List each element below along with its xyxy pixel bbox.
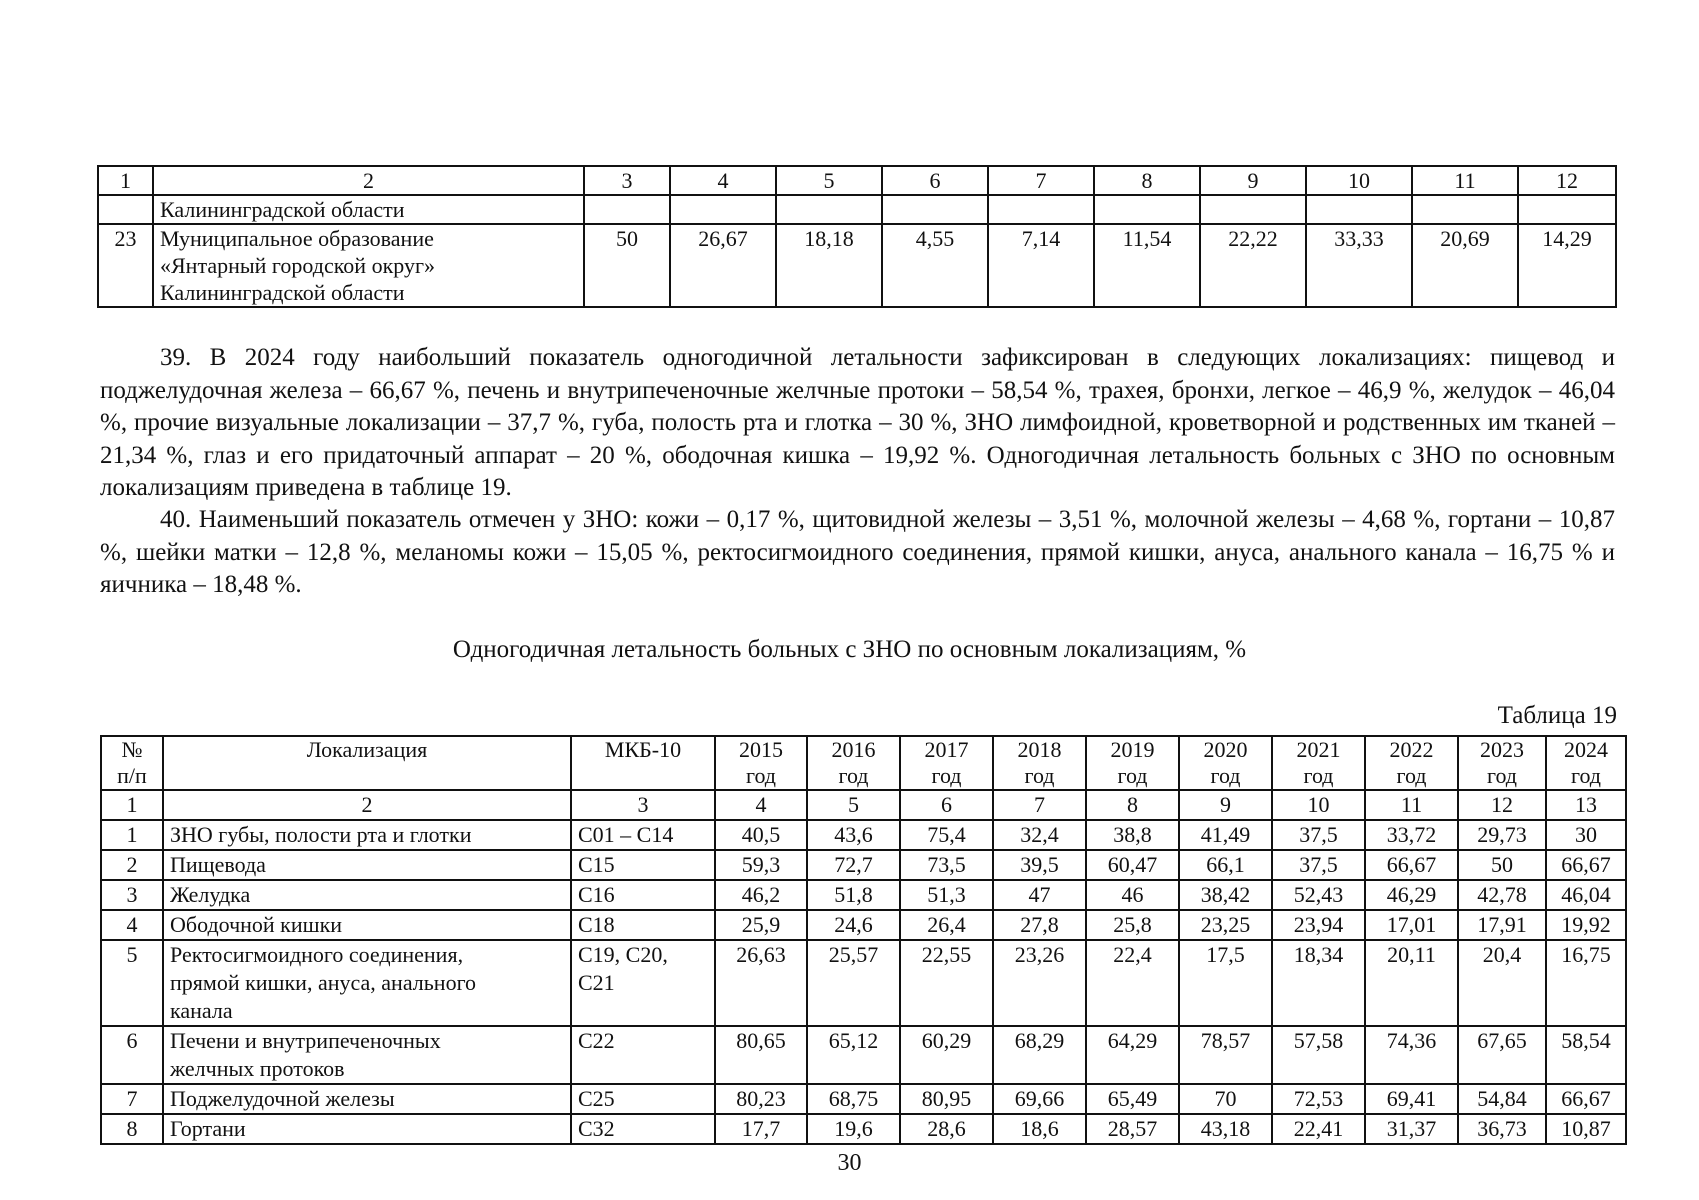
icd-code-cell: C32 <box>571 1114 715 1144</box>
value-cell: 26,4 <box>900 910 993 940</box>
icd-code-cell: C01 – C14 <box>571 820 715 850</box>
row-number-cell: 23 <box>98 224 153 307</box>
value-cell: 59,3 <box>715 850 807 880</box>
value-cell: 52,43 <box>1272 880 1365 910</box>
value-cell: 46,2 <box>715 880 807 910</box>
localization-cell: Желудка <box>163 880 571 910</box>
table-row <box>98 224 1616 307</box>
year-suffix: год <box>1024 763 1055 788</box>
header-num-line: п/п <box>117 763 147 788</box>
table-row <box>98 195 1616 224</box>
value-cell: 50 <box>1458 850 1546 880</box>
header-row <box>101 736 1626 790</box>
col-number: 13 <box>1546 790 1626 820</box>
value-cell: 25,57 <box>807 940 900 1026</box>
icd-code-cell: C19, C20, C21 <box>571 940 715 1026</box>
value-cell: 51,3 <box>900 880 993 910</box>
localization-cell: ЗНО губы, полости рта и глотки <box>163 820 571 850</box>
value-cell: 4,55 <box>882 224 988 307</box>
value-cell: 20,69 <box>1412 224 1518 307</box>
header-year <box>1365 736 1458 790</box>
col-number: 3 <box>584 166 670 195</box>
table-body <box>101 820 1626 1144</box>
year: 2015 <box>739 737 783 762</box>
page-number: 30 <box>837 1150 862 1176</box>
year: 2019 <box>1110 737 1155 762</box>
col-number: 11 <box>1365 790 1458 820</box>
row-number-cell: 2 <box>101 850 163 880</box>
value-cell: 7,14 <box>988 224 1094 307</box>
col-number: 2 <box>163 790 571 820</box>
localization-cell: Гортани <box>163 1114 571 1144</box>
row-name-cell <box>153 224 584 307</box>
value-cell: 69,66 <box>993 1084 1086 1114</box>
header-num-line: № <box>121 737 143 762</box>
table-row <box>101 910 1626 940</box>
col-number: 3 <box>571 790 715 820</box>
column-number-row <box>101 790 1626 820</box>
year: 2016 <box>831 737 876 762</box>
year: 2018 <box>1017 737 1062 762</box>
localization-cell: Ободочной кишки <box>163 910 571 940</box>
col-number: 12 <box>1518 166 1616 195</box>
year-suffix: год <box>838 763 869 788</box>
value-cell <box>1200 195 1306 224</box>
paragraph-39: 39. В 2024 году наибольший показатель одногодичной летальности зафиксирован в следующих локализациях: пищевод и поджелудочная железа – 66,67 %, печень и внутрипеченочные желчные протоки – 58,54 %, трахея, бронхи, легкое – 46,9 %, желудок – 46,04 %, прочие визуальные локализации – 37,7 %, губа, полость рта и глотка – 30 %, ЗНО лимфоидной, кроветворной и родственных им тканей – 21,34 %, глаз и его придаточный аппарат – 20 %, ободочная кишка – 19,92 %. Одногодичная летальность больных с ЗНО по основным локализациям приведена в таблице 19. <box>100 344 1615 501</box>
value-cell: 37,5 <box>1272 820 1365 850</box>
value-cell <box>1306 195 1412 224</box>
value-cell: 66,67 <box>1546 850 1626 880</box>
value-cell: 47 <box>993 880 1086 910</box>
value-cell: 17,7 <box>715 1114 807 1144</box>
row-name-line: «Янтарный городской округ» <box>160 253 435 278</box>
table-row <box>101 850 1626 880</box>
value-cell: 46 <box>1086 880 1179 910</box>
value-cell: 68,29 <box>993 1026 1086 1084</box>
value-cell: 43,18 <box>1179 1114 1272 1144</box>
row-number-cell: 7 <box>101 1084 163 1114</box>
value-cell: 60,47 <box>1086 850 1179 880</box>
value-cell: 19,6 <box>807 1114 900 1144</box>
value-cell: 39,5 <box>993 850 1086 880</box>
lethality-table <box>100 735 1627 1145</box>
value-cell: 25,8 <box>1086 910 1179 940</box>
col-number: 9 <box>1179 790 1272 820</box>
row-number-cell: 6 <box>101 1026 163 1084</box>
value-cell: 67,65 <box>1458 1026 1546 1084</box>
header-year <box>1458 736 1546 790</box>
col-number: 7 <box>988 166 1094 195</box>
value-cell <box>584 195 670 224</box>
header-year <box>1272 736 1365 790</box>
value-cell: 66,1 <box>1179 850 1272 880</box>
value-cell: 28,6 <box>900 1114 993 1144</box>
value-cell: 42,78 <box>1458 880 1546 910</box>
value-cell: 25,9 <box>715 910 807 940</box>
col-number: 6 <box>900 790 993 820</box>
continuation-table <box>97 165 1617 308</box>
col-number: 10 <box>1306 166 1412 195</box>
col-number: 2 <box>153 166 584 195</box>
value-cell: 58,54 <box>1546 1026 1626 1084</box>
paragraph-40: 40. Наименьший показатель отмечен у ЗНО: кожи – 0,17 %, щитовидной железы – 3,51 %, молочной железы – 4,68 %, гортани – 10,87 %, шейки матки – 12,8 %, меланомы кожи – 15,05 %, ректосигмоидного соединения, прямой кишки, ануса, анального канала – 16,75 % и яичника – 18,48 %. <box>100 506 1615 598</box>
value-cell: 22,22 <box>1200 224 1306 307</box>
value-cell <box>776 195 882 224</box>
year-suffix: год <box>1117 763 1148 788</box>
value-cell: 18,6 <box>993 1114 1086 1144</box>
col-number: 9 <box>1200 166 1306 195</box>
value-cell: 16,75 <box>1546 940 1626 1026</box>
col-number: 5 <box>776 166 882 195</box>
value-cell <box>1412 195 1518 224</box>
value-cell: 78,57 <box>1179 1026 1272 1084</box>
localization-cell: Пищевода <box>163 850 571 880</box>
year: 2023 <box>1480 737 1524 762</box>
value-cell: 28,57 <box>1086 1114 1179 1144</box>
header-icd: МКБ-10 <box>571 736 715 790</box>
header-num-cell <box>101 736 163 790</box>
value-cell: 46,29 <box>1365 880 1458 910</box>
value-cell: 26,67 <box>670 224 776 307</box>
row-name-cell: Калининградской области <box>153 195 584 224</box>
table-row <box>101 820 1626 850</box>
header-year <box>1086 736 1179 790</box>
value-cell: 46,04 <box>1546 880 1626 910</box>
table-label: Таблица 19 <box>1497 702 1617 729</box>
value-cell: 75,4 <box>900 820 993 850</box>
row-number-cell: 5 <box>101 940 163 1026</box>
value-cell: 36,73 <box>1458 1114 1546 1144</box>
value-cell: 68,75 <box>807 1084 900 1114</box>
row-number-cell: 1 <box>101 820 163 850</box>
value-cell: 51,8 <box>807 880 900 910</box>
year: 2020 <box>1203 737 1248 762</box>
year-suffix: год <box>931 763 962 788</box>
icd-code-cell: C15 <box>571 850 715 880</box>
value-cell: 40,5 <box>715 820 807 850</box>
value-cell: 54,84 <box>1458 1084 1546 1114</box>
year: 2017 <box>924 737 969 762</box>
value-cell: 38,42 <box>1179 880 1272 910</box>
year-suffix: год <box>1303 763 1334 788</box>
value-cell: 26,63 <box>715 940 807 1026</box>
year-suffix: год <box>745 763 777 788</box>
value-cell: 60,29 <box>900 1026 993 1084</box>
col-number: 4 <box>670 166 776 195</box>
year: 2021 <box>1296 737 1341 762</box>
row-number-cell: 3 <box>101 880 163 910</box>
icd-code-cell: C18 <box>571 910 715 940</box>
table-row <box>101 940 1626 1026</box>
table-title: Одногодичная летальность больных с ЗНО по основным локализациям, % <box>452 636 1247 663</box>
value-cell: 17,5 <box>1179 940 1272 1026</box>
value-cell: 19,92 <box>1546 910 1626 940</box>
col-number: 1 <box>101 790 163 820</box>
localization-cell: Поджелудочной железы <box>163 1084 571 1114</box>
header-localization: Локализация <box>163 736 571 790</box>
value-cell: 11,54 <box>1094 224 1200 307</box>
column-number-row <box>98 166 1616 195</box>
header-year <box>807 736 900 790</box>
value-cell: 65,49 <box>1086 1084 1179 1114</box>
row-name-line: Муниципальное образование <box>160 226 434 251</box>
row-number-cell: 8 <box>101 1114 163 1144</box>
value-cell: 66,67 <box>1365 850 1458 880</box>
year: 2022 <box>1389 737 1434 762</box>
year-suffix: год <box>1486 763 1518 788</box>
value-cell: 72,53 <box>1272 1084 1365 1114</box>
col-number: 10 <box>1272 790 1365 820</box>
value-cell: 20,4 <box>1458 940 1546 1026</box>
table-row <box>101 880 1626 910</box>
value-cell: 29,73 <box>1458 820 1546 850</box>
col-number: 1 <box>98 166 153 195</box>
value-cell: 69,41 <box>1365 1084 1458 1114</box>
value-cell: 18,34 <box>1272 940 1365 1026</box>
localization-cell: Печени и внутрипеченочных желчных протоков <box>163 1026 571 1084</box>
value-cell: 65,12 <box>807 1026 900 1084</box>
value-cell <box>988 195 1094 224</box>
header-year <box>900 736 993 790</box>
value-cell: 70 <box>1179 1084 1272 1114</box>
value-cell: 37,5 <box>1272 850 1365 880</box>
header-year <box>1179 736 1272 790</box>
row-number-cell <box>98 195 153 224</box>
value-cell: 33,72 <box>1365 820 1458 850</box>
value-cell: 22,4 <box>1086 940 1179 1026</box>
value-cell: 20,11 <box>1365 940 1458 1026</box>
value-cell: 80,95 <box>900 1084 993 1114</box>
value-cell: 22,55 <box>900 940 993 1026</box>
icd-code-cell: C25 <box>571 1084 715 1114</box>
value-cell <box>670 195 776 224</box>
col-number: 8 <box>1094 166 1200 195</box>
value-cell: 66,67 <box>1546 1084 1626 1114</box>
value-cell: 23,26 <box>993 940 1086 1026</box>
value-cell: 10,87 <box>1546 1114 1626 1144</box>
value-cell: 18,18 <box>776 224 882 307</box>
icd-code-cell: C16 <box>571 880 715 910</box>
value-cell: 17,91 <box>1458 910 1546 940</box>
value-cell: 72,7 <box>807 850 900 880</box>
icd-code-cell: C22 <box>571 1026 715 1084</box>
year-suffix: год <box>1396 763 1427 788</box>
col-number: 8 <box>1086 790 1179 820</box>
table-row <box>101 1114 1626 1144</box>
value-cell: 57,58 <box>1272 1026 1365 1084</box>
value-cell: 23,25 <box>1179 910 1272 940</box>
value-cell: 73,5 <box>900 850 993 880</box>
col-number: 7 <box>993 790 1086 820</box>
value-cell: 80,23 <box>715 1084 807 1114</box>
localization-cell: Ректосигмоидного соединения, прямой кишки, ануса, анального канала <box>163 940 571 1026</box>
header-year <box>715 736 807 790</box>
table-row <box>101 1084 1626 1114</box>
year-suffix: год <box>1210 763 1241 788</box>
header-year <box>993 736 1086 790</box>
value-cell <box>1518 195 1616 224</box>
col-number: 6 <box>882 166 988 195</box>
value-cell: 27,8 <box>993 910 1086 940</box>
header-year <box>1546 736 1626 790</box>
col-number: 5 <box>807 790 900 820</box>
value-cell: 14,29 <box>1518 224 1616 307</box>
value-cell: 31,37 <box>1365 1114 1458 1144</box>
year-suffix: год <box>1570 763 1602 788</box>
value-cell: 22,41 <box>1272 1114 1365 1144</box>
row-number-cell: 4 <box>101 910 163 940</box>
col-number: 11 <box>1412 166 1518 195</box>
value-cell: 74,36 <box>1365 1026 1458 1084</box>
value-cell: 24,6 <box>807 910 900 940</box>
row-name-line: Калининградской области <box>160 280 405 305</box>
value-cell: 38,8 <box>1086 820 1179 850</box>
value-cell: 33,33 <box>1306 224 1412 307</box>
value-cell: 50 <box>584 224 670 307</box>
year: 2024 <box>1564 737 1608 762</box>
value-cell: 32,4 <box>993 820 1086 850</box>
value-cell: 30 <box>1546 820 1626 850</box>
value-cell: 80,65 <box>715 1026 807 1084</box>
table-row <box>101 1026 1626 1084</box>
value-cell: 64,29 <box>1086 1026 1179 1084</box>
col-number: 12 <box>1458 790 1546 820</box>
value-cell <box>882 195 988 224</box>
value-cell: 17,01 <box>1365 910 1458 940</box>
value-cell <box>1094 195 1200 224</box>
value-cell: 41,49 <box>1179 820 1272 850</box>
col-number: 4 <box>715 790 807 820</box>
value-cell: 43,6 <box>807 820 900 850</box>
value-cell: 23,94 <box>1272 910 1365 940</box>
